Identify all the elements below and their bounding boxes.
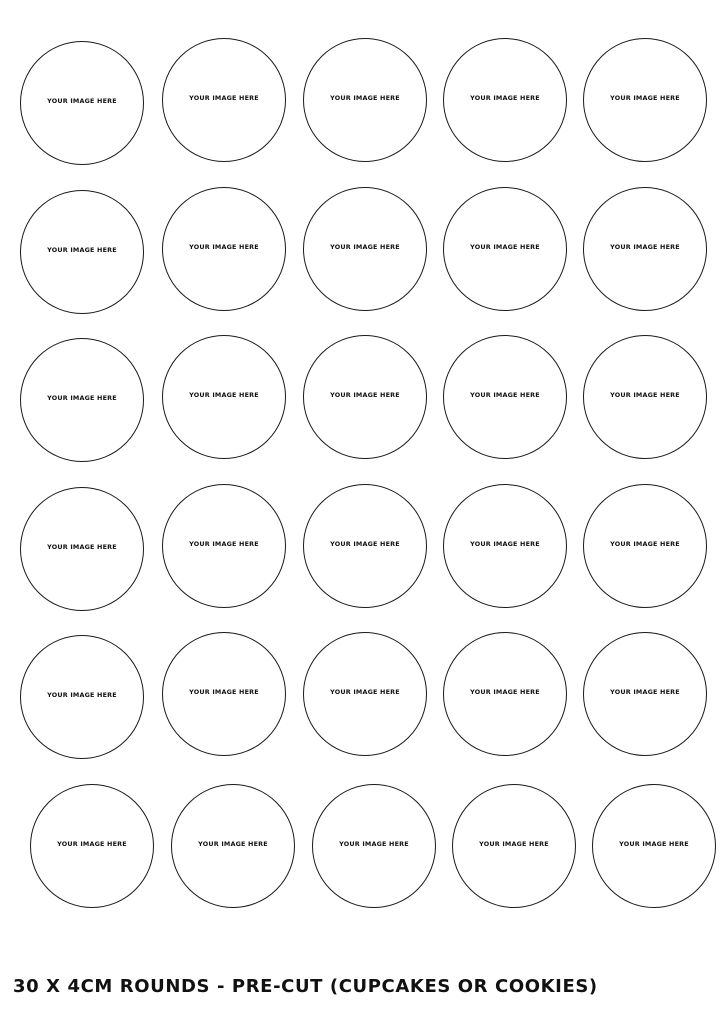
image-round-slot xyxy=(20,338,144,462)
image-round-slot xyxy=(30,784,154,908)
image-round-slot xyxy=(443,38,567,162)
image-placeholder-label: YOUR IMAGE HERE xyxy=(610,391,680,399)
image-round-slot xyxy=(20,41,144,165)
image-round-slot xyxy=(583,335,707,459)
image-placeholder-label: YOUR IMAGE HERE xyxy=(470,688,540,696)
image-placeholder-label: YOUR IMAGE HERE xyxy=(330,688,400,696)
image-round-slot xyxy=(20,487,144,611)
image-placeholder-label: YOUR IMAGE HERE xyxy=(470,243,540,251)
image-round-slot xyxy=(171,784,295,908)
image-round-slot xyxy=(312,784,436,908)
image-round-slot xyxy=(583,484,707,608)
image-placeholder-label: YOUR IMAGE HERE xyxy=(47,691,117,699)
image-placeholder-label: YOUR IMAGE HERE xyxy=(330,391,400,399)
image-round-slot xyxy=(303,632,427,756)
image-placeholder-label: YOUR IMAGE HERE xyxy=(189,391,259,399)
image-round-slot xyxy=(583,38,707,162)
image-round-slot xyxy=(303,38,427,162)
image-placeholder-label: YOUR IMAGE HERE xyxy=(610,688,680,696)
image-placeholder-label: YOUR IMAGE HERE xyxy=(610,540,680,548)
image-round-slot xyxy=(20,190,144,314)
image-round-slot xyxy=(303,335,427,459)
image-round-slot xyxy=(162,484,286,608)
image-placeholder-label: YOUR IMAGE HERE xyxy=(47,246,117,254)
image-round-slot xyxy=(303,187,427,311)
image-placeholder-label: YOUR IMAGE HERE xyxy=(189,243,259,251)
image-placeholder-label: YOUR IMAGE HERE xyxy=(339,840,409,848)
image-round-slot xyxy=(162,38,286,162)
image-placeholder-label: YOUR IMAGE HERE xyxy=(198,840,268,848)
image-placeholder-label: YOUR IMAGE HERE xyxy=(470,540,540,548)
image-round-slot xyxy=(20,635,144,759)
image-placeholder-label: YOUR IMAGE HERE xyxy=(189,688,259,696)
image-round-slot xyxy=(162,187,286,311)
image-placeholder-label: YOUR IMAGE HERE xyxy=(189,94,259,102)
image-placeholder-label: YOUR IMAGE HERE xyxy=(610,243,680,251)
image-round-slot xyxy=(162,335,286,459)
image-placeholder-label: YOUR IMAGE HERE xyxy=(57,840,127,848)
image-round-slot xyxy=(443,484,567,608)
image-placeholder-label: YOUR IMAGE HERE xyxy=(330,94,400,102)
image-placeholder-label: YOUR IMAGE HERE xyxy=(470,94,540,102)
image-placeholder-label: YOUR IMAGE HERE xyxy=(610,94,680,102)
image-placeholder-label: YOUR IMAGE HERE xyxy=(619,840,689,848)
image-round-slot xyxy=(303,484,427,608)
image-round-slot xyxy=(443,632,567,756)
image-round-slot xyxy=(162,632,286,756)
image-placeholder-label: YOUR IMAGE HERE xyxy=(47,97,117,105)
image-placeholder-label: YOUR IMAGE HERE xyxy=(330,243,400,251)
image-round-slot xyxy=(583,632,707,756)
image-placeholder-label: YOUR IMAGE HERE xyxy=(47,543,117,551)
image-round-slot xyxy=(583,187,707,311)
image-placeholder-label: YOUR IMAGE HERE xyxy=(479,840,549,848)
image-round-slot xyxy=(452,784,576,908)
image-placeholder-label: YOUR IMAGE HERE xyxy=(470,391,540,399)
image-placeholder-label: YOUR IMAGE HERE xyxy=(47,394,117,402)
image-placeholder-label: YOUR IMAGE HERE xyxy=(330,540,400,548)
sheet-title: 30 X 4CM ROUNDS - PRE-CUT (CUPCAKES OR COOKIES) xyxy=(13,976,598,997)
image-round-slot xyxy=(592,784,716,908)
image-placeholder-label: YOUR IMAGE HERE xyxy=(189,540,259,548)
image-round-slot xyxy=(443,187,567,311)
image-round-slot xyxy=(443,335,567,459)
